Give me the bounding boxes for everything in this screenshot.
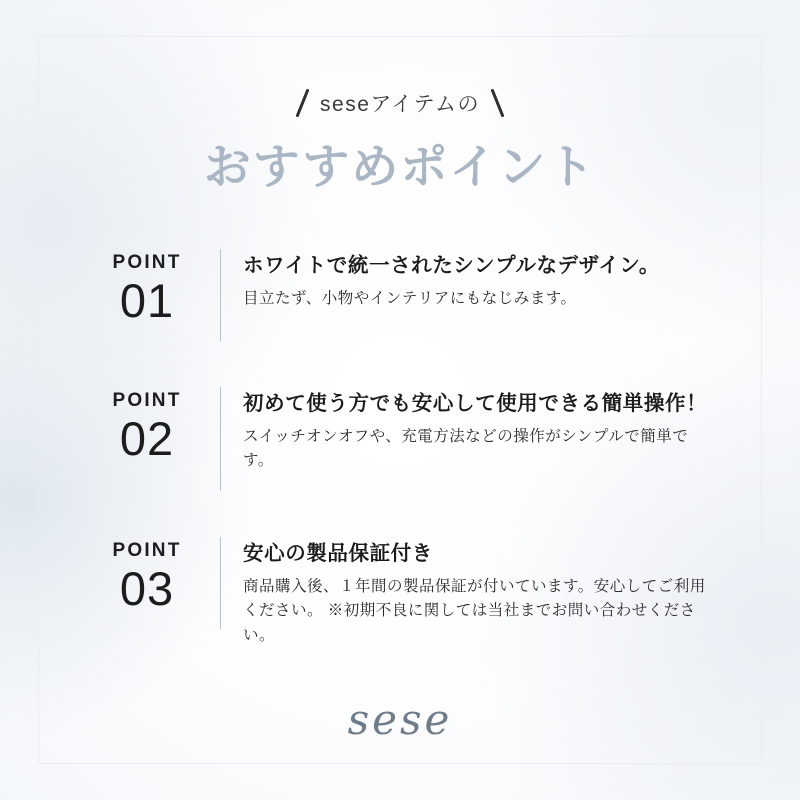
point-label: POINT xyxy=(112,252,182,273)
point-body xyxy=(243,243,718,311)
point-description: 商品購入後、１年間の製品保証が付いています。安心してご利用ください。 ※初期不良に関しては当社までお問い合わせください。 xyxy=(243,577,706,644)
point-description: 目立たず、小物やインテリアにもなじみます。 xyxy=(243,289,577,307)
point-body xyxy=(243,531,718,648)
points-list xyxy=(88,243,718,648)
point-number: 02 xyxy=(119,412,175,465)
point-title: 初めて使う方でも安心して使用できる簡単操作！ xyxy=(243,392,708,415)
header xyxy=(0,86,800,197)
point-label: POINT xyxy=(112,390,182,411)
point-description: スイッチオンオフや、充電方法などの操作がシンプルで簡単です。 xyxy=(243,427,689,470)
brand-logo: sese xyxy=(347,695,453,744)
point-badge xyxy=(88,243,206,325)
slash-left-icon xyxy=(296,89,310,118)
footer xyxy=(0,695,800,744)
slash-right-icon xyxy=(490,89,504,118)
point-body xyxy=(243,381,718,474)
vertical-divider xyxy=(220,249,221,341)
vertical-divider xyxy=(220,537,221,629)
point-number: 03 xyxy=(119,562,175,615)
eyebrow-text: seseアイテムの xyxy=(320,93,480,116)
point-label: POINT xyxy=(112,540,182,561)
point-title: 安心の製品保証付き xyxy=(243,542,433,565)
point-badge xyxy=(88,531,206,613)
eyebrow-row xyxy=(0,86,800,120)
point-badge xyxy=(88,381,206,463)
point-number: 01 xyxy=(119,274,175,327)
point-item-02 xyxy=(88,381,718,491)
page-title: おすすめポイント xyxy=(203,140,597,193)
point-item-01 xyxy=(88,243,718,341)
point-title: ホワイトで統一されたシンプルなデザイン。 xyxy=(243,254,660,277)
vertical-divider xyxy=(220,387,221,491)
point-item-03 xyxy=(88,531,718,648)
